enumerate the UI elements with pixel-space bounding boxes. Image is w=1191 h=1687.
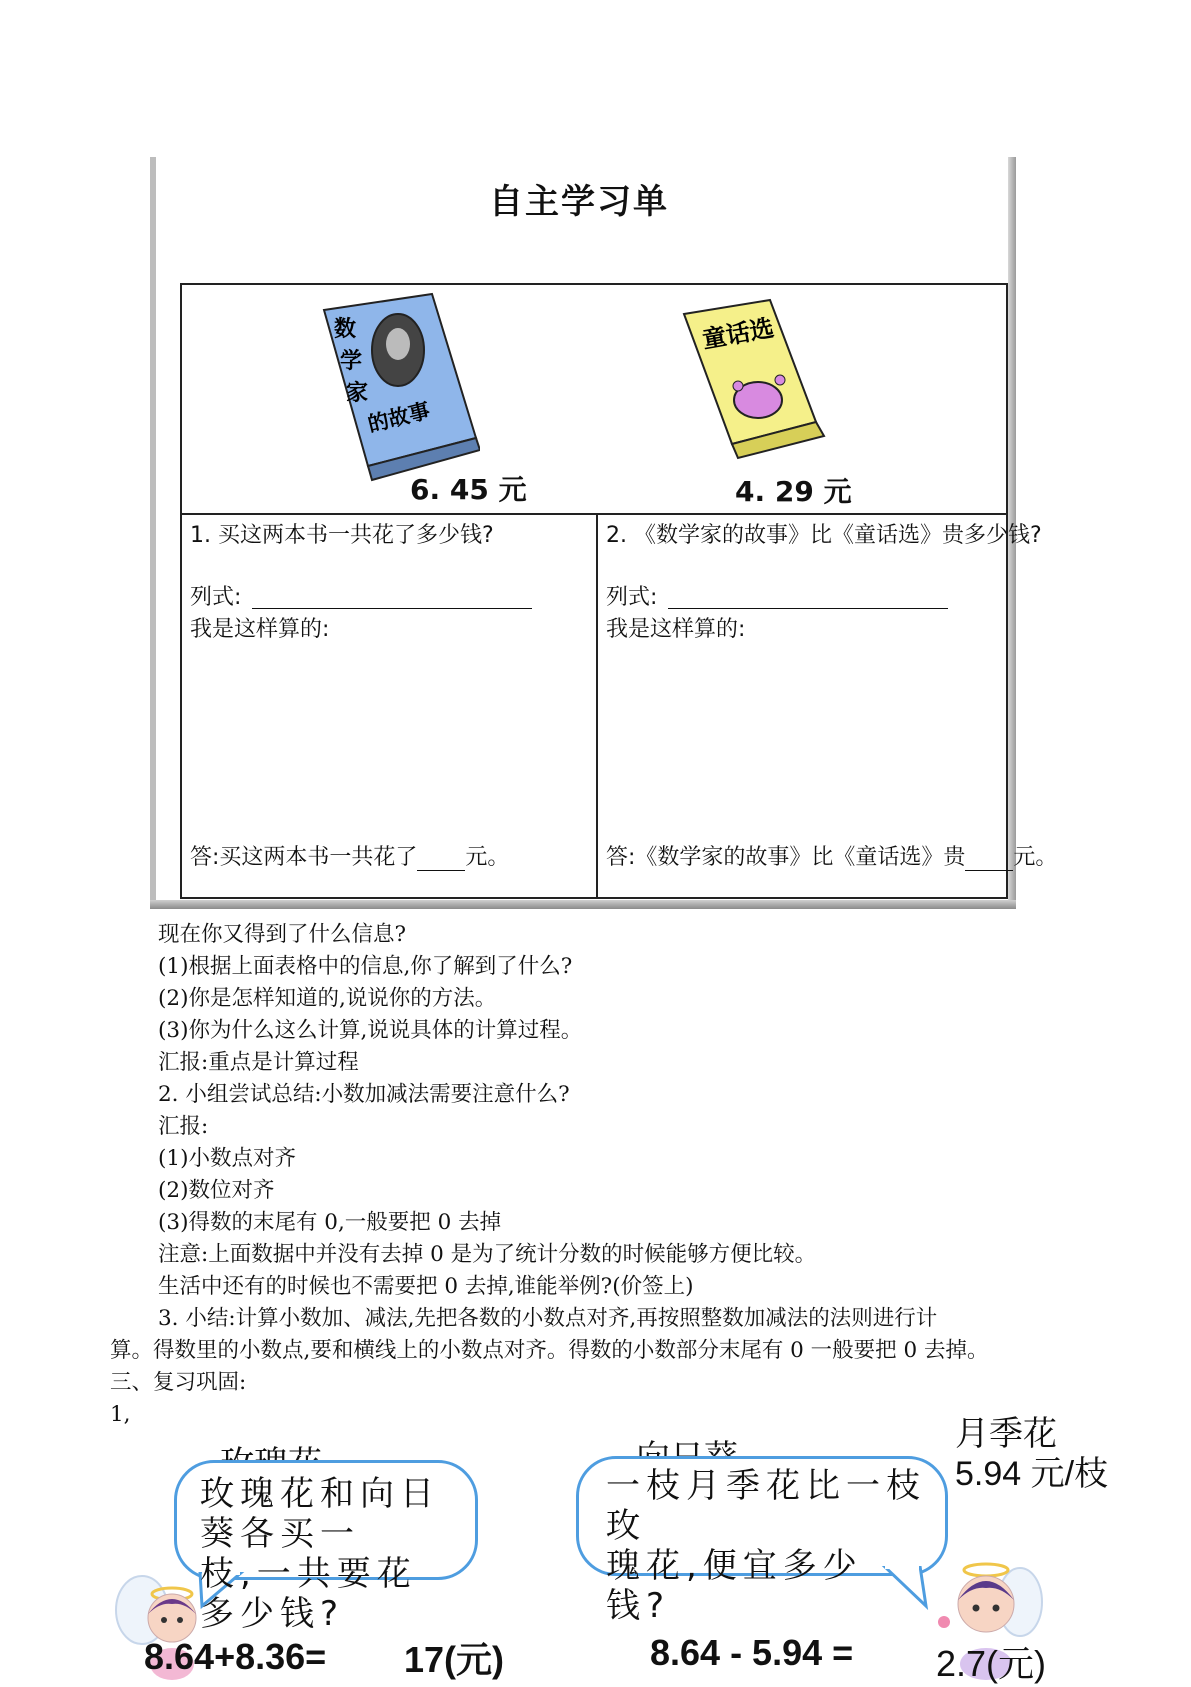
formula-label-2: 列式: [606, 585, 658, 610]
answer-blank-1[interactable] [417, 870, 465, 871]
bubble-left-text: 玫瑰花和向日 葵各买一 枝,一共要花 多少钱? [200, 1474, 440, 1634]
formula-line-2[interactable] [668, 608, 948, 609]
body-line: 2. 小组尝试总结:小数加减法需要注意什么? [158, 1082, 570, 1107]
method-label-1: 我是这样算的: [190, 617, 330, 642]
book2-cover-text: 童话选 [700, 313, 776, 354]
equation-right: 8.64 - 5.94 = [650, 1632, 854, 1673]
body-line: (3)得数的末尾有 0,一般要把 0 去掉 [158, 1210, 502, 1235]
book2-price: 4. 29 元 [735, 475, 852, 508]
math-book-illustration [320, 290, 480, 490]
method-label-2: 我是这样算的: [606, 617, 746, 642]
answer-blank-2[interactable] [965, 870, 1013, 871]
svg-text:家: 家 [346, 381, 369, 406]
book1-cover-text: 数 [334, 317, 357, 342]
question-1: 1. 买这两本书一共花了多少钱? [190, 523, 494, 548]
bubble-right-text: 一枝月季花比一枝 玫 瑰花,便宜多少 钱? [606, 1466, 926, 1626]
card-shadow [150, 900, 1016, 909]
body-line: 生活中还有的时候也不需要把 0 去掉,谁能举例?(价签上) [158, 1274, 694, 1299]
flower-label-monthly: 月季花 [955, 1415, 1057, 1453]
body-line: 算。得数里的小数点,要和横线上的小数点对齐。得数的小数部分末尾有 0 一般要把 0 去掉。 [110, 1338, 989, 1363]
section-heading: 三、复习巩固: [110, 1370, 247, 1395]
body-line: 3. 小结:计算小数加、减法,先把各数的小数点对齐,再按照整数加减法的法则进行计 [158, 1306, 938, 1331]
body-line: (2)数位对齐 [158, 1178, 275, 1203]
body-line: 汇报: [158, 1114, 209, 1139]
question-2: 2. 《数学家的故事》比《童话选》贵多少钱? [606, 523, 1042, 548]
body-line: (1)小数点对齐 [158, 1146, 296, 1171]
body-line: 现在你又得到了什么信息? [158, 922, 407, 947]
table-divider [180, 513, 1008, 515]
body-line: (1)根据上面表格中的信息,你了解到了什么? [158, 954, 573, 979]
answer-1: 答:买这两本书一共花了 元。 [190, 845, 510, 870]
card-title: 自主学习单 [489, 182, 669, 222]
monthly-price: 5.94 元/枝 [955, 1455, 1109, 1493]
table-divider [596, 513, 598, 899]
book1-price: 6. 45 元 [410, 473, 527, 506]
answer-right: 2.7(元) [936, 1643, 1047, 1684]
body-line: (3)你为什么这么计算,说说具体的计算过程。 [158, 1018, 583, 1043]
card-table [180, 283, 1008, 899]
body-line: 汇报:重点是计算过程 [158, 1050, 359, 1075]
body-line: (2)你是怎样知道的,说说你的方法。 [158, 986, 497, 1011]
formula-line-1[interactable] [252, 608, 532, 609]
answer-2: 答:《数学家的故事》比《童话选》贵 元。 [606, 845, 1058, 870]
equation-left: 8.64+8.36= [144, 1636, 327, 1677]
svg-text:的故事: 的故事 [365, 398, 433, 437]
formula-label-1: 列式: [190, 585, 242, 610]
fairy-tale-book-illustration [680, 298, 830, 478]
svg-text:学: 学 [340, 349, 363, 374]
answer-left: 17(元) [404, 1639, 505, 1680]
body-line: 注意:上面数据中并没有去掉 0 是为了统计分数的时候能够方便比较。 [158, 1242, 817, 1267]
exercise-number: 1, [110, 1402, 131, 1427]
